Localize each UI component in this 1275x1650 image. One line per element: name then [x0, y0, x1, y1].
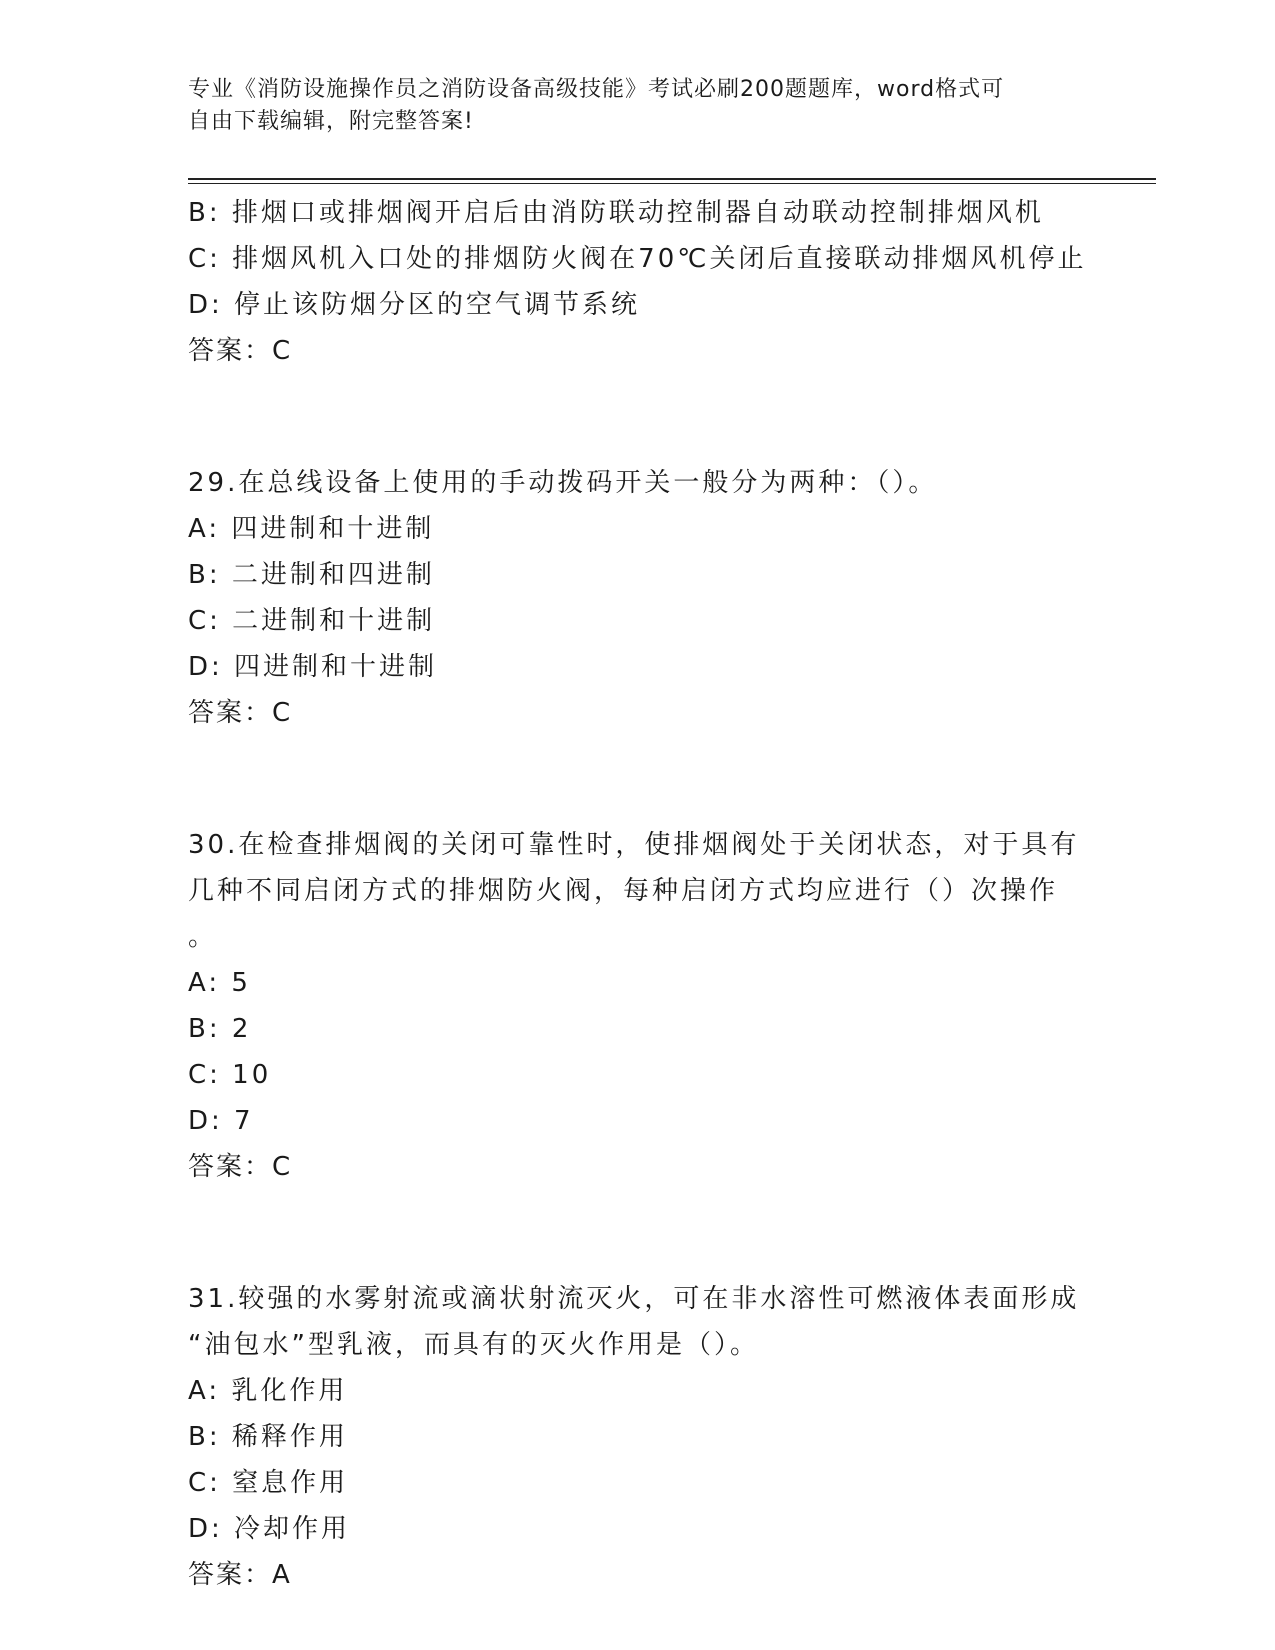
question-stem-line-3: 。 [188, 922, 218, 952]
spacer [188, 1190, 1088, 1236]
option-d: D: 冷却作用 [188, 1514, 351, 1544]
spacer [188, 736, 1088, 782]
answer: 答案：C [188, 336, 293, 366]
question-stem-line-1: 30.在检查排烟阀的关闭可靠性时，使排烟阀处于关闭状态，对于具有 [188, 830, 1080, 860]
option-a: A: 四进制和十进制 [188, 514, 435, 544]
document-header [188, 74, 1068, 138]
option-a: A: 5 [188, 968, 251, 998]
question-29 [188, 460, 1088, 736]
option-c: C: 排烟风机入口处的排烟防火阀在70℃关闭后直接联动排烟风机停止 [188, 244, 1087, 274]
answer: 答案：A [188, 1560, 292, 1590]
question-stem-line-2: “油包水”型乳液，而具有的灭火作用是（）。 [188, 1330, 759, 1360]
option-d: D: 停止该防烟分区的空气调节系统 [188, 290, 641, 320]
header-line-1: 专业《消防设施操作员之消防设备高级技能》考试必刷200题题库，word格式可 [188, 77, 1005, 102]
option-b: B: 稀释作用 [188, 1422, 348, 1452]
question-30 [188, 822, 1088, 1190]
question-list [188, 190, 1088, 1598]
option-b: B: 二进制和四进制 [188, 560, 435, 590]
spacer [188, 374, 1088, 420]
option-c: C: 10 [188, 1060, 272, 1090]
question-stem-line-2: 几种不同启闭方式的排烟防火阀，每种启闭方式均应进行（）次操作 [188, 876, 1059, 906]
question-stem: 29.在总线设备上使用的手动拨码开关一般分为两种：（）。 [188, 468, 938, 498]
header-divider-thick [188, 178, 1156, 180]
option-b: B: 排烟口或排烟阀开启后由消防联动控制器自动联动控制排烟风机 [188, 198, 1044, 228]
option-d: D: 四进制和十进制 [188, 652, 438, 682]
option-d: D: 7 [188, 1106, 254, 1136]
header-line-2: 自由下载编辑，附完整答案! [188, 109, 474, 134]
option-b: B: 2 [188, 1014, 252, 1044]
option-c: C: 二进制和十进制 [188, 606, 436, 636]
option-c: C: 窒息作用 [188, 1468, 349, 1498]
question-28-tail [188, 190, 1088, 374]
question-stem-line-1: 31.较强的水雾射流或滴状射流灭火，可在非水溶性可燃液体表面形成 [188, 1284, 1080, 1314]
answer: 答案：C [188, 698, 293, 728]
answer: 答案：C [188, 1152, 293, 1182]
option-a: A: 乳化作用 [188, 1376, 348, 1406]
header-divider-thin [188, 183, 1156, 184]
question-31 [188, 1276, 1088, 1598]
